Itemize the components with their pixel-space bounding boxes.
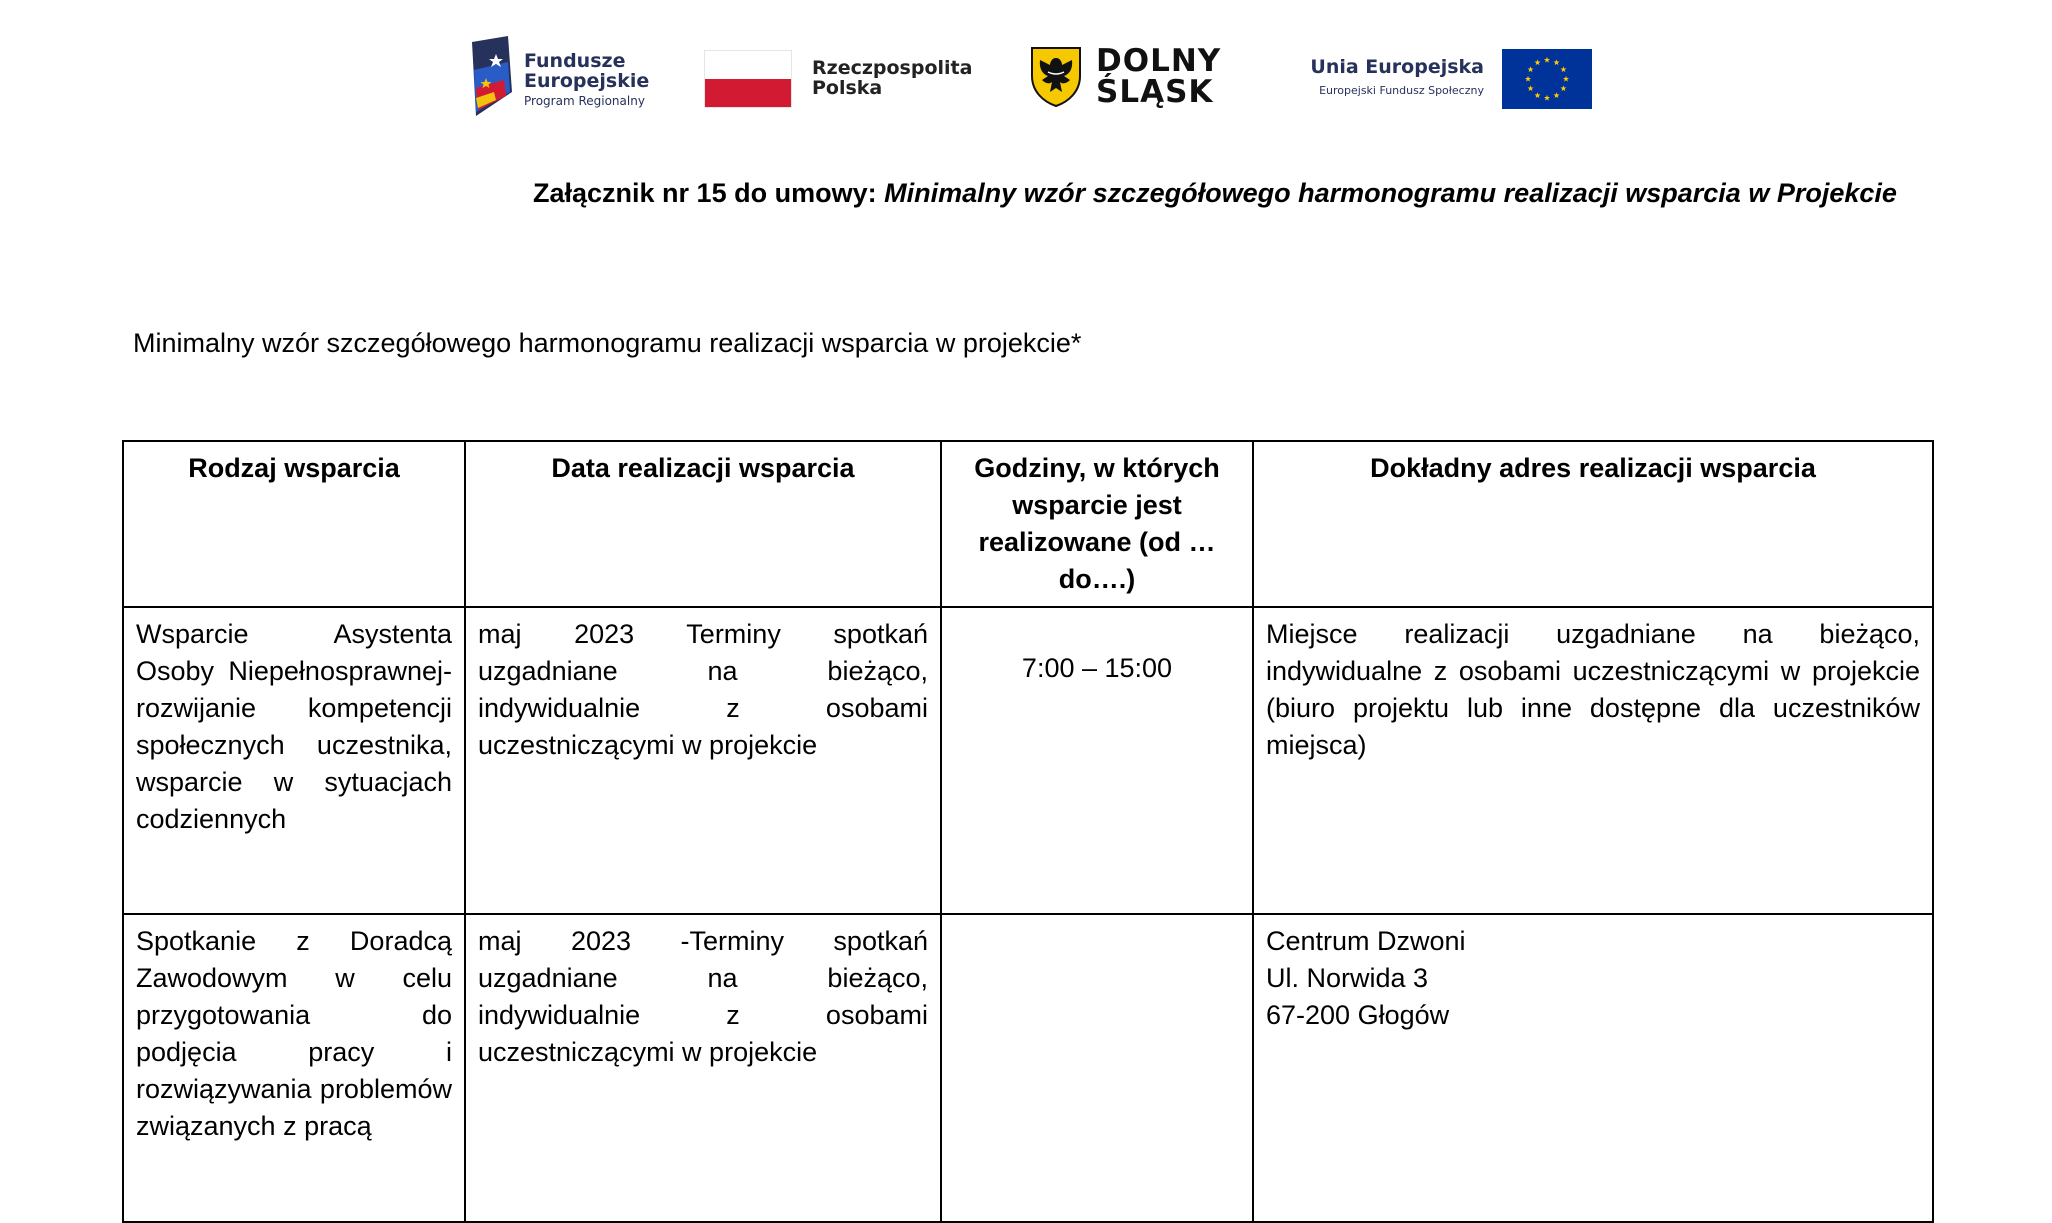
cell-support-date: maj 2023 Terminy spotkań uzgadniane na bieżąco, indywidualnie z osobami uczestniczącymi w projekcie — [465, 607, 941, 914]
unia-europejska-logo — [1272, 30, 1592, 125]
rzeczpospolita-logo — [704, 30, 974, 125]
fundusze-logo-line3: Program Regionalny — [524, 94, 645, 108]
fundusze-logo-line2: Europejskie — [524, 70, 650, 92]
schedule-table — [122, 440, 1934, 1223]
annex-heading — [533, 178, 1897, 209]
eu-flag-icon — [1502, 49, 1592, 109]
cell-support-address: Miejsce realizacji uzgadniane na bieżąco, indywidualne z osobami uczestniczącymi w projekcie (biuro projektu lub inne dostępne dla uczestników miejsca) — [1253, 607, 1933, 914]
unia-logo-line1: Unia Europejska — [1310, 56, 1484, 78]
column-header-type: Rodzaj wsparcia — [123, 441, 465, 607]
annex-title: Minimalny wzór szczegółowego harmonogramu realizacji wsparcia w Projekcie — [884, 178, 1897, 208]
dolny-slask-eagle-shield-icon — [1030, 46, 1082, 108]
fundusze-logo-line1: Fundusze — [524, 50, 626, 72]
cell-support-hours: 7:00 – 15:00 — [941, 607, 1253, 914]
logo-bar — [462, 30, 1592, 125]
dolny-slask-logo-line2: ŚLĄSK — [1096, 74, 1214, 110]
document-subtitle: Minimalny wzór szczegółowego harmonogramu realizacji wsparcia w projekcie* — [133, 328, 1082, 358]
polish-flag-icon — [704, 50, 792, 108]
column-header-address: Dokładny adres realizacji wsparcia — [1253, 441, 1933, 607]
column-header-hours: Godziny, w których wsparcie jest realizowane (od … do….) — [941, 441, 1253, 607]
dolny-slask-logo — [1030, 30, 1240, 125]
fundusze-europejskie-logo — [462, 30, 682, 125]
dolny-slask-logo-line1: DOLNY — [1096, 43, 1222, 79]
rzeczpospolita-logo-line1: Rzeczpospolita — [812, 57, 973, 79]
table-row — [123, 914, 1933, 1222]
cell-support-type: Wsparcie Asystenta Osoby Niepełnosprawnej- rozwijanie kompetencji społecznych uczestnika, wsparcie w sytuacjach codziennych — [123, 607, 465, 914]
cell-support-date: maj 2023 -Terminy spotkań uzgadniane na bieżąco, indywidualnie z osobami uczestniczącymi w projekcie — [465, 914, 941, 1222]
cell-support-address: Centrum Dzwoni Ul. Norwida 3 67-200 Głogów — [1253, 914, 1933, 1222]
cell-support-type: Spotkanie z Doradcą Zawodowym w celu przygotowania do podjęcia pracy i rozwiązywania problemów związanych z pracą — [123, 914, 465, 1222]
cell-support-hours — [941, 914, 1253, 1222]
annex-prefix: Załącznik nr 15 do umowy: — [533, 178, 885, 208]
unia-logo-line2: Europejski Fundusz Społeczny — [1319, 84, 1484, 97]
fundusze-europejskie-logo-icon — [468, 36, 516, 118]
column-header-date: Data realizacji wsparcia — [465, 441, 941, 607]
table-row — [123, 607, 1933, 914]
rzeczpospolita-logo-line2: Polska — [812, 77, 883, 99]
table-header-row — [123, 441, 1933, 607]
